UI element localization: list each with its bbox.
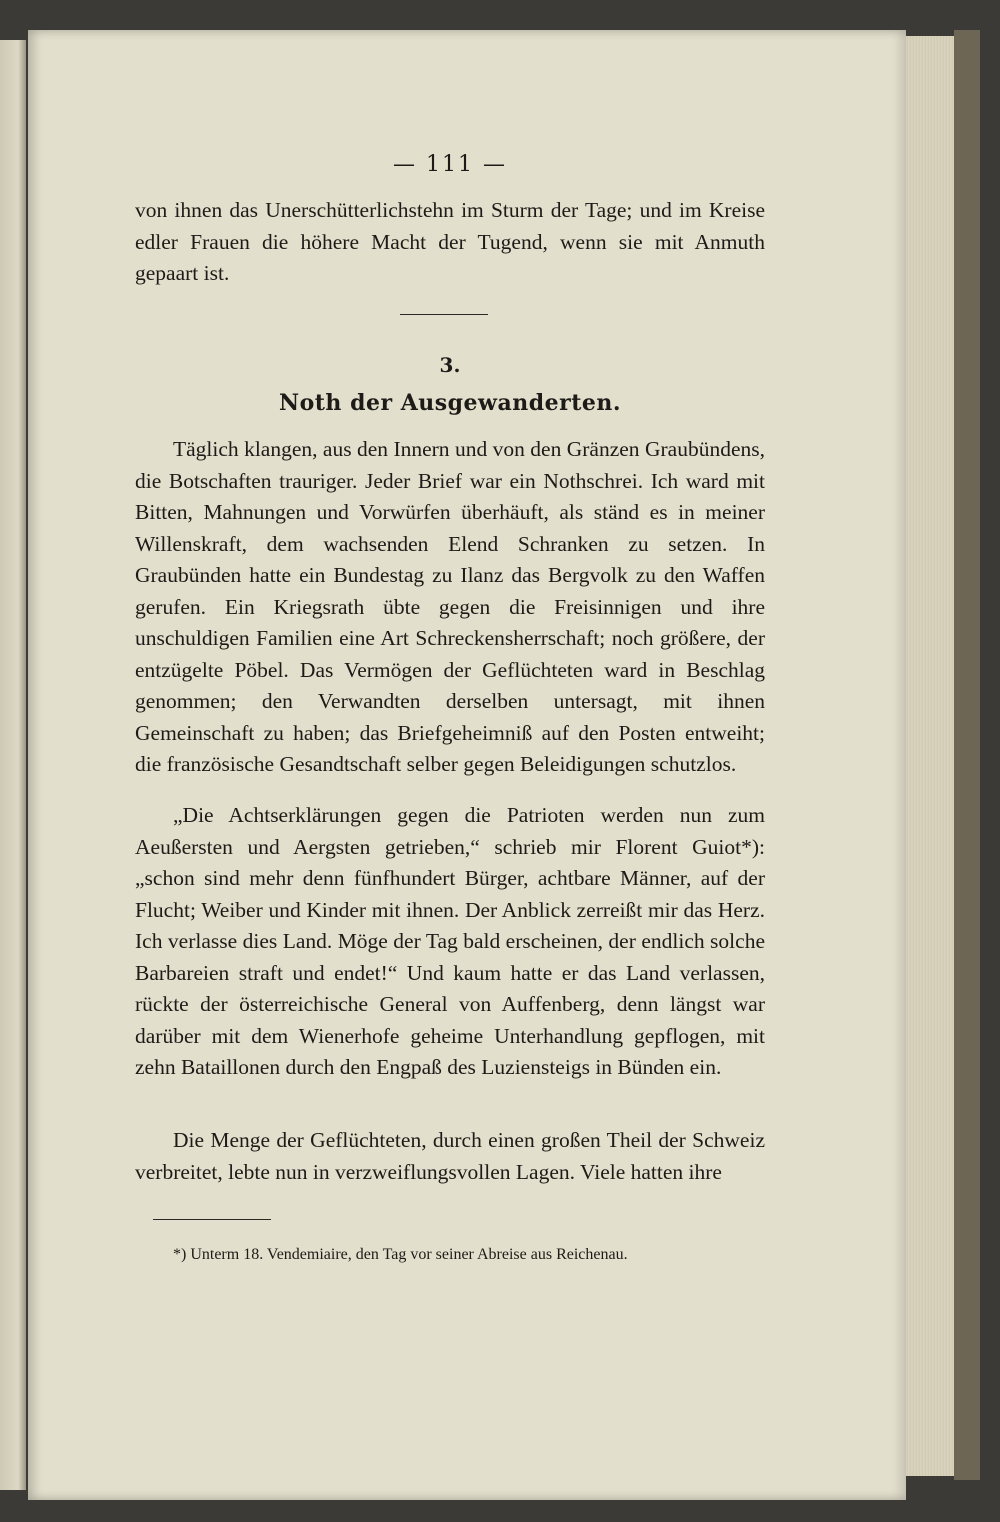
paragraph-2: „Die Achtserklärungen gegen die Patrioten werden nun zum Aeußersten und Aergsten getrieben,“ schrieb mir Florent Guiot*): „schon sind mehr denn fünfhundert Bürger, achtbare Männer, auf der Flucht; Weiber und Kinder mit ihnen. Der Anblick zerreißt mir das Herz. Ich verlasse dies Land. Möge der Tag bald erscheinen, der endlich solche Barbareien straft und endet!“ Und kaum hatte er das Land verlassen, rückte der österreichische General von Auffenberg, denn längst war darüber mit dem Wienerhofe geheime Unterhandlung gepflogen, mit zehn Bataillonen durch den Engpaß des Luziensteigs in Bünden ein. bbox=[135, 803, 765, 1079]
facing-page-edge bbox=[0, 40, 26, 1490]
footnote-divider bbox=[153, 1219, 271, 1220]
book-cover bbox=[954, 30, 980, 1480]
section-title: Noth der Ausgewanderten. bbox=[278, 390, 622, 416]
footnote: *) Unterm 18. Vendemiaire, den Tag vor seiner Abreise aus Reichenau. bbox=[173, 1246, 628, 1263]
page-stack-edge bbox=[906, 36, 954, 1476]
paragraph-1: Täglich klangen, aus den Innern und von den Gränzen Graubündens, die Botschaften trauriger. Jeder Brief war ein Nothschrei. Ich ward mit Bitten, Mahnungen und Vorwürfen überhäuft, als ständ es in meiner Willenskraft, dem wachsenden Elend Schranken zu setzen. In Graubünden hatte ein Bundestag zu Ilanz das Bergvolk zu den Waffen gerufen. Ein Kriegsrath übte gegen die Freisinnigen und ihre unschuldigen Familien eine Art Schreckensherrschaft; noch größere, der entzügelte Pöbel. Das Vermögen der Geflüchteten ward in Beschlag genommen; den Verwandten derselben untersagt, mit ihnen Gemeinschaft zu haben; das Briefgeheimniß auf den Posten entweiht; die französische Gesandtschaft selber gegen Beleidigungen schutzlos. bbox=[135, 437, 765, 776]
section-divider bbox=[400, 314, 488, 315]
paragraph-3: Die Menge der Geflüchteten, durch einen großen Theil der Schweiz verbreitet, lebte nun in verzweiflungsvollen Lagen. Viele hatten ihre bbox=[135, 1128, 765, 1184]
intro-paragraph: von ihnen das Unerschütterlichstehn im Sturm der Tage; und im Kreise edler Frauen die höhere Macht der Tugend, wenn sie mit Anmuth gepaart ist. bbox=[135, 198, 765, 285]
section-number: 3. bbox=[439, 353, 461, 377]
page-number: — 111 — bbox=[393, 152, 507, 177]
